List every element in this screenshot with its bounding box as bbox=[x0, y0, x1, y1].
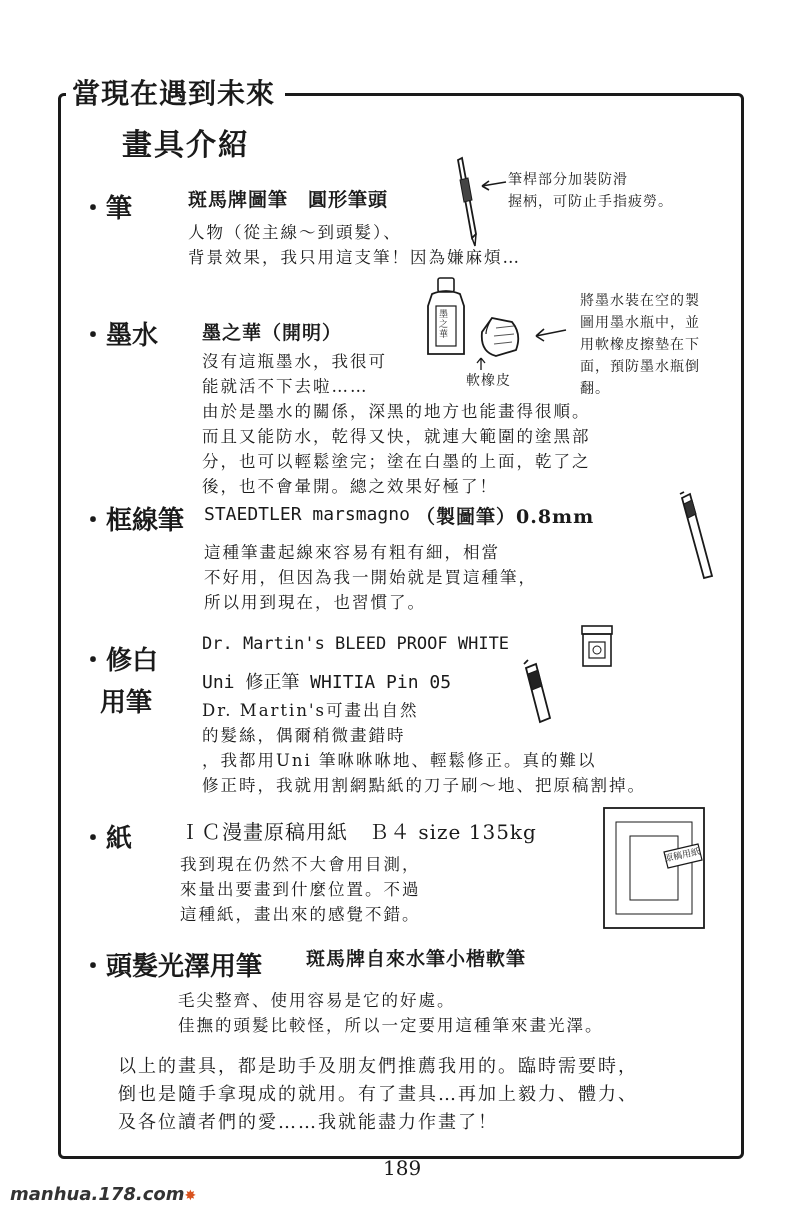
ink-body-line-4: 後，也不會暈開。總之效果好極了！ bbox=[202, 477, 498, 496]
ink-bottle-label: 墨之華 bbox=[439, 310, 449, 340]
hair-product: 斑馬牌自來水筆小楷軟筆 bbox=[306, 948, 527, 970]
star-icon: ✸ bbox=[184, 1188, 197, 1204]
liner-body-line-2: 不好用，但因為我一開始就是買這種筆， bbox=[204, 568, 537, 587]
section-label-liner: ・框線筆 bbox=[80, 506, 185, 536]
white-body-line-4: 修正時，我就用割網點紙的刀子刷～地、把原稿割掉。 bbox=[202, 776, 646, 795]
closing-line-1: 以上的畫具，都是助手及朋友們推薦我用的。臨時需要時， bbox=[118, 1056, 638, 1077]
liner-product-latin: STAEDTLER marsmagno bbox=[204, 504, 410, 525]
ink-note-line-1: 將墨水裝在空的製 bbox=[580, 293, 700, 309]
ink-note-line-2: 圖用墨水瓶中，並 bbox=[580, 315, 700, 331]
liner-body-line-3: 所以用到現在，也習慣了。 bbox=[204, 593, 426, 612]
pen-arrow-icon bbox=[480, 178, 508, 192]
liner-pen-illustration bbox=[676, 490, 716, 582]
paper-body-line-1: 我到現在仍然不大會用目測， bbox=[180, 855, 421, 874]
ink-arrow-icon bbox=[534, 324, 568, 342]
paper-body-line-2: 來量出要畫到什麼位置。不過 bbox=[180, 880, 421, 899]
section-label-ink: ・墨水 bbox=[80, 321, 159, 351]
pen-illustration bbox=[446, 156, 486, 248]
ink-product: 墨之華（開明） bbox=[202, 322, 343, 344]
white-product-1: Dr. Martin's BLEED PROOF WHITE bbox=[202, 634, 510, 654]
section-label-paper: ・紙 bbox=[80, 824, 133, 854]
white-product-2: Uni 修正筆 WHITIA Pin 05 bbox=[202, 672, 452, 693]
paper-sheet-label: 原稿用紙 bbox=[663, 847, 701, 865]
pen-product: 斑馬牌圖筆 圓形筆頭 bbox=[188, 189, 389, 211]
title-wrap bbox=[66, 72, 285, 112]
white-body-line-2: 的髮絲，偶爾稍微畫錯時 bbox=[202, 726, 406, 745]
section-label-hair: ・頭髮光澤用筆 bbox=[80, 952, 263, 982]
paper-product: ＩＣ漫畫原稿用紙 Ｂ４ size 135kg bbox=[180, 820, 537, 844]
paper-body-line-3: 這種紙，畫出來的感覺不錯。 bbox=[180, 905, 421, 924]
white-body-line-3: ，我都用Uni 筆咻咻咻地、輕鬆修正。真的難以 bbox=[202, 751, 597, 770]
ink-note-line-3: 用軟橡皮擦墊在下 bbox=[580, 337, 700, 353]
white-body-line-1: Dr. Martin's可畫出自然 bbox=[202, 701, 419, 720]
ink-body-line-1: 由於是墨水的關係，深黑的地方也能畫得很順。 bbox=[202, 402, 591, 421]
pen-body-line-2: 背景效果，我只用這支筆！因為嫌麻煩… bbox=[188, 248, 521, 267]
page-subtitle: 畫具介紹 bbox=[122, 128, 250, 163]
section-label-pen: ・筆 bbox=[80, 194, 133, 224]
liner-product-rest: （製圖筆）0.8mm bbox=[416, 506, 595, 528]
hair-body-line-2: 佳撫的頭髮比較怪，所以一定要用這種筆來畫光澤。 bbox=[178, 1016, 604, 1035]
pen-note-line-2: 握柄，可防止手指疲勞。 bbox=[508, 194, 673, 210]
ink-note-line-5: 翻。 bbox=[580, 381, 610, 397]
ink-note-line-4: 面，預防墨水瓶倒 bbox=[580, 359, 700, 375]
paper-sheet-illustration bbox=[602, 806, 706, 930]
closing-line-3: 及各位讀者們的愛……我就能盡力作畫了！ bbox=[118, 1112, 498, 1133]
section-label-white-2: 用筆 bbox=[100, 688, 153, 718]
rubber-illustration bbox=[476, 312, 524, 358]
pen-note-line-1: 筆桿部分加裝防滑 bbox=[508, 172, 628, 188]
ink-body-line-2: 而且又能防水，乾得又快，就連大範圍的塗黑部 bbox=[202, 427, 591, 446]
rubber-label: 軟橡皮 bbox=[466, 373, 511, 389]
pen-body-line-1: 人物（從主線～到頭髮）、 bbox=[188, 223, 402, 242]
hair-body-line-1: 毛尖整齊、使用容易是它的好處。 bbox=[178, 991, 456, 1010]
liner-body-line-1: 這種筆畫起線來容易有粗有細，相當 bbox=[204, 543, 500, 562]
watermark-text: manhua.178.com bbox=[10, 1184, 185, 1205]
ink-short-line-1: 沒有這瓶墨水，我很可 bbox=[202, 352, 387, 371]
white-jar-illustration bbox=[580, 624, 614, 668]
page-title: 當現在遇到未來 bbox=[72, 77, 276, 110]
ink-short-line-2: 能就活不下去啦…… bbox=[202, 377, 369, 396]
watermark bbox=[10, 1184, 196, 1205]
section-label-white-1: ・修白 bbox=[80, 646, 159, 676]
ink-body-line-3: 分，也可以輕鬆塗完；塗在白墨的上面，乾了之 bbox=[202, 452, 591, 471]
white-pen-illustration bbox=[520, 660, 554, 726]
closing-line-2: 倒也是隨手拿現成的就用。有了畫具…再加上毅力、體力、 bbox=[118, 1084, 638, 1105]
page-number: 189 bbox=[383, 1156, 422, 1180]
